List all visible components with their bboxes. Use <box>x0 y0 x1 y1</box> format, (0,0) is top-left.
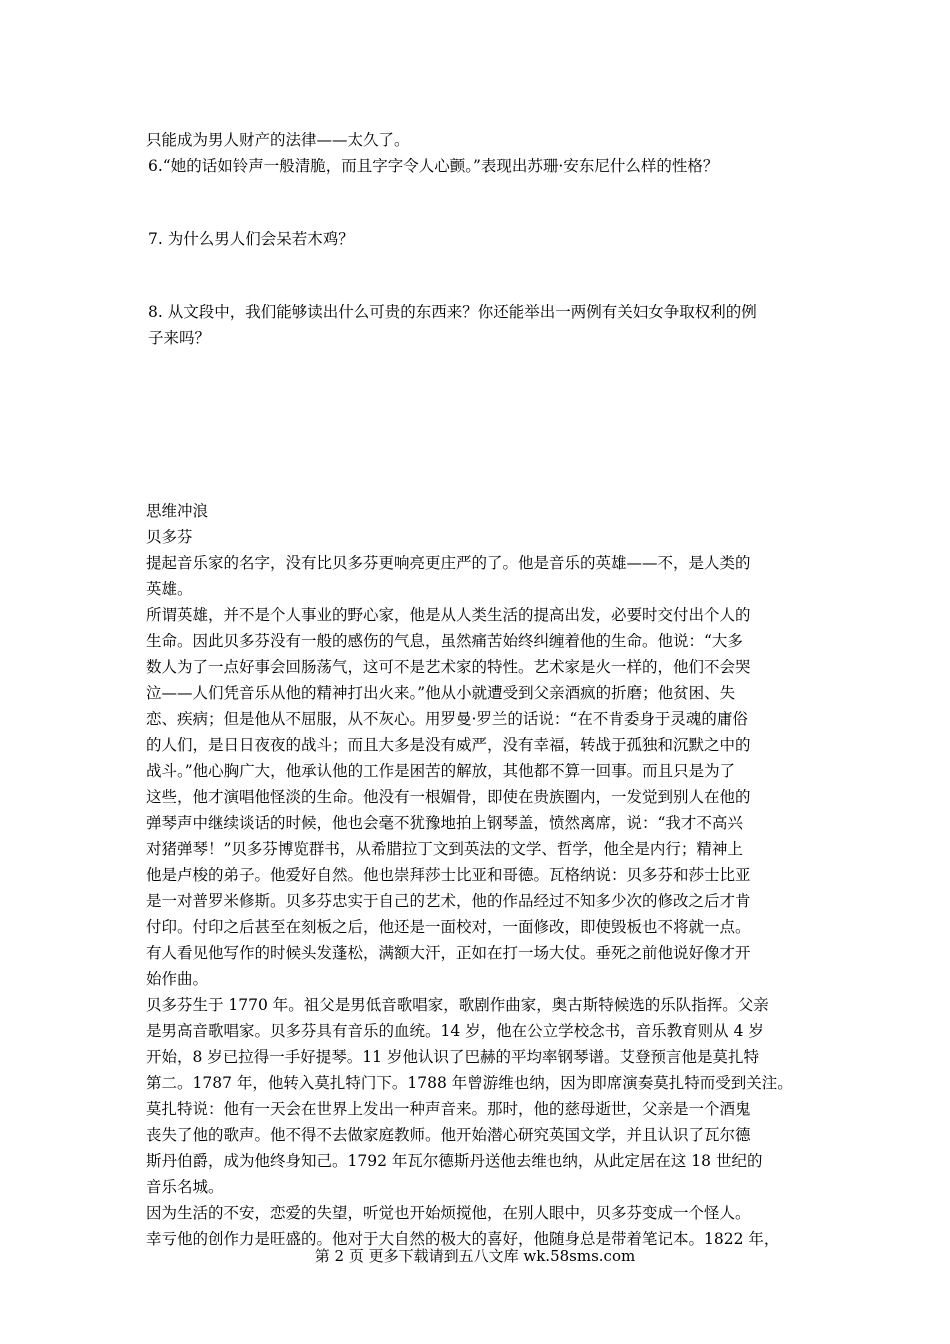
article-line: 弹琴声中继续谈话的时候，他也会毫不犹豫地拍上钢琴盖，愤然离席，说：“我才不高兴 <box>146 814 743 832</box>
article-line: 战斗。”他心胸广大，他承认他的工作是困苦的解放，其他都不算一回事。而且只是为了 <box>146 762 736 780</box>
article-line: 贝多芬生于 1770 年。祖父是男低音歌唱家，歌剧作曲家，奥古斯特候选的乐队指挥。父亲 <box>146 996 769 1014</box>
question-8-line-2: 子来吗？ <box>148 329 211 347</box>
article-body <box>146 550 816 1252</box>
question-8 <box>148 299 818 351</box>
question-7 <box>148 226 818 252</box>
article-line: 所谓英雄，并不是个人事业的野心家，他是从人类生活的提高出发，必要时交付出个人的 <box>146 606 751 624</box>
question-6-text: 6.“她的话如铃声一般清脆，而且字字令人心颤。”表现出苏珊·安东尼什么样的性格？ <box>148 157 719 175</box>
article-line: 音乐名城。 <box>146 1178 224 1196</box>
article-line: 他是卢梭的弟子。他爱好自然。他也崇拜莎士比亚和哥德。瓦格纳说：贝多芬和莎士比亚 <box>146 866 751 884</box>
article-line: 因为生活的不安，恋爱的失望，听觉也开始烦搅他，在别人眼中，贝多芬变成一个怪人。 <box>146 1204 751 1222</box>
footer-text: 第 2 页 更多下载请到五八文库 wk.58sms.com <box>314 1247 636 1265</box>
article-line: 英雄。 <box>146 580 193 598</box>
article-line: 这些，他才演唱他怪淡的生命。他没有一根媚骨，即使在贵族圈内，一发觉到别人在他的 <box>146 788 751 806</box>
article-line: 莫扎特说：他有一天会在世界上发出一种声音来。那时，他的慈母逝世，父亲是一个酒鬼 <box>146 1100 751 1118</box>
article-line: 丧失了他的歌声。他不得不去做家庭教师。他开始潜心研究英国文学，并且认识了瓦尔德 <box>146 1126 751 1144</box>
article-line: 的人们，是日日夜夜的战斗；而且大多是没有威严，没有幸福，转战于孤独和沉默之中的 <box>146 736 751 754</box>
article-line: 始作曲。 <box>146 970 209 988</box>
article-line: 生命。因此贝多芬没有一般的感伤的气息，虽然痛苦始终纠缠着他的生命。他说：“大多 <box>146 632 743 650</box>
article-line: 是一对普罗米修斯。贝多芬忠实于自己的艺术，他的作品经过不知多少次的修改之后才肯 <box>146 892 751 910</box>
question-8-line-1: 8. 从文段中，我们能够读出什么可贵的东西来？你还能举出一两例有关妇女争取权利的例 <box>148 303 757 321</box>
article-line: 数人为了一点好事会回肠荡气，这可不是艺术家的特性。艺术家是火一样的，他们不会哭 <box>146 658 751 676</box>
question-6 <box>148 153 818 179</box>
page-footer <box>0 1245 950 1267</box>
article-line: 开始，8 岁已拉得一手好提琴。11 岁他认识了巴赫的平均率钢琴谱。艾登预言他是莫扎特 <box>146 1048 759 1066</box>
question-7-text: 7. 为什么男人们会呆若木鸡？ <box>148 230 354 248</box>
article-line: 付印。付印之后甚至在刻板之后，他还是一面校对，一面修改，即使毁板也不将就一点。 <box>146 918 751 936</box>
reading-section <box>146 498 816 1252</box>
continuation-line <box>146 127 816 153</box>
article-line: 恋、疾病；但是他从不屈服，从不灰心。用罗曼·罗兰的话说：“在不肯委身于灵魂的庸俗 <box>146 710 748 728</box>
continuation-text: 只能成为男人财产的法律——太久了。 <box>146 131 410 149</box>
article-line: 是男高音歌唱家。贝多芬具有音乐的血统。14 岁，他在公立学校念书，音乐教育则从 4 岁 <box>146 1022 764 1040</box>
article-line: 第二。1787 年，他转入莫扎特门下。1788 年曾游维也纳，因为即席演奏莫扎特而受到关注。 <box>146 1074 793 1092</box>
article-title: 贝多芬 <box>146 528 193 546</box>
article-line: 有人看见他写作的时候头发蓬松，满额大汗，正如在打一场大仗。垂死之前他说好像才开 <box>146 944 751 962</box>
article-line: 对猪弹琴！”贝多芬博览群书，从希腊拉丁文到英法的文学、哲学，他全是内行；精神上 <box>146 840 743 858</box>
article-line: 幸亏他的创作力是旺盛的。他对于大自然的极大的喜好，他随身总是带着笔记本。1822 年， <box>146 1230 780 1248</box>
article-line: 泣——人们凭音乐从他的精神打出火来。”他从小就遭受到父亲酒疯的折磨；他贫困、失 <box>146 684 736 702</box>
section-title: 思维冲浪 <box>146 502 209 520</box>
article-line: 斯丹伯爵，成为他终身知己。1792 年瓦尔德斯丹送他去维也纳，从此定居在这 18 世纪的 <box>146 1152 763 1170</box>
article-line: 提起音乐家的名字，没有比贝多芬更响亮更庄严的了。他是音乐的英雄——不，是人类的 <box>146 554 751 572</box>
